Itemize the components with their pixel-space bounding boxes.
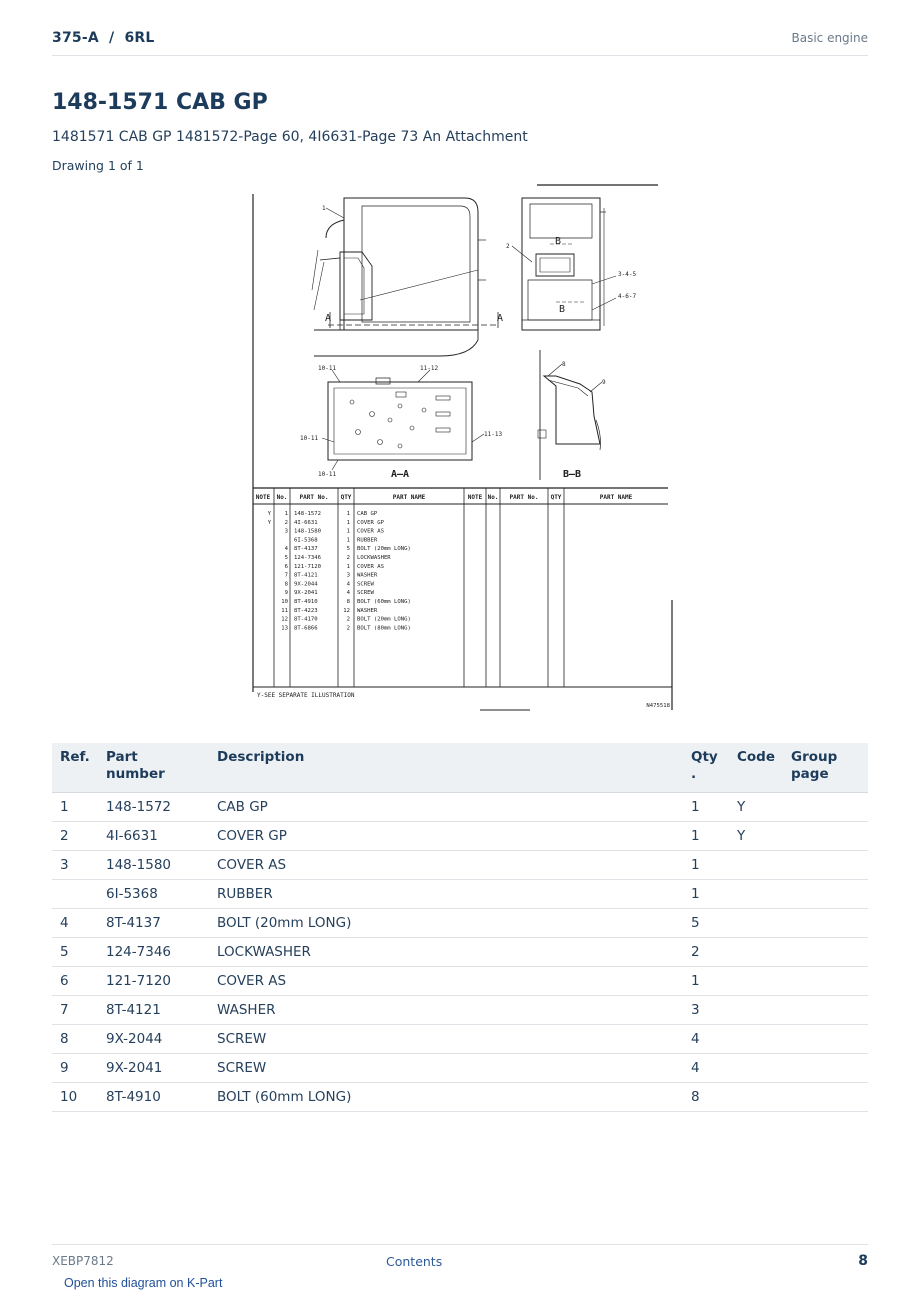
table-row xyxy=(52,880,868,909)
printed-part-number: 8T-4137 xyxy=(294,546,318,553)
printed-part-name: BOLT (20mm LONG) xyxy=(357,546,411,553)
printed-part-number: 4I-6631 xyxy=(294,519,318,526)
table-row xyxy=(52,793,868,822)
cell-code xyxy=(729,967,783,996)
printed-no: 11 xyxy=(281,607,288,614)
printed-no: 4 xyxy=(284,546,288,553)
section-mark: B xyxy=(558,304,566,315)
section-mark: A xyxy=(496,313,504,324)
printed-part-name: COVER AS xyxy=(357,528,384,535)
printed-header-cell: NOTE xyxy=(467,494,483,501)
printed-qty: 1 xyxy=(346,528,350,535)
cell-ref: 1 xyxy=(52,793,98,822)
cell-part-number: 4I-6631 xyxy=(98,822,209,851)
cell-part-number: 124-7346 xyxy=(98,938,209,967)
cell-description: BOLT (60mm LONG) xyxy=(209,1083,683,1112)
cell-part-number: 8T-4137 xyxy=(98,909,209,938)
printed-part-name: WASHER xyxy=(357,572,378,579)
callout-number: 11-12 xyxy=(420,365,439,372)
printed-header-cell: No. xyxy=(487,494,499,501)
header-code: Code xyxy=(729,743,783,793)
cell-description: LOCKWASHER xyxy=(209,938,683,967)
printed-header-cell: No. xyxy=(276,494,288,501)
callout-number: 9 xyxy=(602,379,606,386)
printed-no: 1 xyxy=(284,511,288,517)
printed-no: 6 xyxy=(284,563,288,570)
printed-no: 10 xyxy=(281,599,288,605)
printed-qty: 1 xyxy=(346,511,350,517)
cell-ref: 3 xyxy=(52,851,98,880)
parts-diagram[interactable] xyxy=(240,180,680,725)
cell-group-page xyxy=(783,996,868,1025)
printed-no: 5 xyxy=(284,555,288,561)
printed-header-cell: QTY xyxy=(550,494,562,501)
cell-description: CAB GP xyxy=(209,793,683,822)
cell-description: RUBBER xyxy=(209,880,683,909)
callout-number: 4-6-7 xyxy=(618,293,637,300)
cell-part-number: 121-7120 xyxy=(98,967,209,996)
cell-qty: 1 xyxy=(683,851,729,880)
printed-header-cell: PART NAME xyxy=(599,494,633,501)
printed-header-cell: PART No. xyxy=(299,494,329,501)
cell-group-page xyxy=(783,938,868,967)
table-row xyxy=(52,938,868,967)
cell-part-number: 6I-5368 xyxy=(98,880,209,909)
cell-qty: 8 xyxy=(683,1083,729,1112)
header-part-number: Part number xyxy=(98,743,209,793)
parts-table xyxy=(52,743,868,1112)
cell-code xyxy=(729,880,783,909)
breadcrumb: 375-A / 6RL xyxy=(52,30,155,46)
header-description: Description xyxy=(209,743,683,793)
contents-link[interactable]: Contents xyxy=(386,1254,443,1269)
printed-note: Y xyxy=(267,511,271,517)
printed-part-name: BOLT (60mm LONG) xyxy=(357,599,411,605)
printed-part-name: BOLT (80mm LONG) xyxy=(357,625,411,632)
parts-table-body xyxy=(52,793,868,1112)
printed-part-number: 8T-6866 xyxy=(294,625,318,632)
view-label: B—B xyxy=(562,469,582,480)
header-qty: Qty . xyxy=(683,743,729,793)
cell-ref xyxy=(52,880,98,909)
page-header xyxy=(52,28,868,56)
cell-qty: 3 xyxy=(683,996,729,1025)
printed-part-name: COVER AS xyxy=(357,563,384,570)
printed-part-name: COVER GP xyxy=(357,519,384,526)
printed-qty: 2 xyxy=(346,625,350,632)
printed-no: 3 xyxy=(284,528,288,535)
printed-footnote: Y-SEE SEPARATE ILLUSTRATION xyxy=(257,692,355,699)
table-row xyxy=(52,1083,868,1112)
cell-qty: 5 xyxy=(683,909,729,938)
cell-part-number: 148-1580 xyxy=(98,851,209,880)
table-row xyxy=(52,996,868,1025)
callout-number: 8 xyxy=(562,361,566,368)
printed-header-cell: PART No. xyxy=(509,494,539,501)
cell-group-page xyxy=(783,1054,868,1083)
cell-qty: 1 xyxy=(683,822,729,851)
cell-code xyxy=(729,1083,783,1112)
cell-description: COVER AS xyxy=(209,851,683,880)
printed-no: 13 xyxy=(281,625,288,632)
printed-qty: 5 xyxy=(346,546,350,553)
printed-no: 12 xyxy=(281,616,288,623)
cell-group-page xyxy=(783,1083,868,1112)
printed-qty: 3 xyxy=(346,572,350,579)
cell-ref: 8 xyxy=(52,1025,98,1054)
cell-part-number: 148-1572 xyxy=(98,793,209,822)
cell-code: Y xyxy=(729,793,783,822)
cab-side-view xyxy=(312,198,498,356)
printed-note: Y xyxy=(267,519,271,526)
cell-description: SCREW xyxy=(209,1025,683,1054)
printed-no: 9 xyxy=(284,590,288,597)
printed-part-name: SCREW xyxy=(357,590,374,597)
section-b-b-view xyxy=(538,350,601,480)
cell-ref: 9 xyxy=(52,1054,98,1083)
cell-group-page xyxy=(783,822,868,851)
cell-part-number: 9X-2044 xyxy=(98,1025,209,1054)
cell-ref: 5 xyxy=(52,938,98,967)
cell-group-page xyxy=(783,1025,868,1054)
printed-qty: 2 xyxy=(346,616,350,623)
printed-part-number: 9X-2044 xyxy=(294,581,318,588)
cell-qty: 1 xyxy=(683,967,729,996)
cell-group-page xyxy=(783,851,868,880)
cell-code xyxy=(729,1054,783,1083)
cell-ref: 4 xyxy=(52,909,98,938)
printed-part-number: 124-7346 xyxy=(294,555,321,561)
printed-part-number: 148-1580 xyxy=(294,528,321,535)
cell-description: WASHER xyxy=(209,996,683,1025)
printed-qty: 8 xyxy=(346,599,350,605)
callout-leaders xyxy=(322,208,616,470)
table-row xyxy=(52,822,868,851)
table-row xyxy=(52,967,868,996)
page-number: 8 xyxy=(858,1253,868,1269)
cell-description: COVER GP xyxy=(209,822,683,851)
table-header-row xyxy=(52,743,868,793)
printed-part-name: SCREW xyxy=(357,581,374,588)
cell-ref: 6 xyxy=(52,967,98,996)
printed-part-number: 8T-4910 xyxy=(294,599,318,605)
printed-part-name: WASHER xyxy=(357,607,378,614)
drawing-id: N475518 xyxy=(646,703,670,709)
printed-no: 7 xyxy=(284,572,288,579)
printed-header-cell: NOTE xyxy=(255,494,271,501)
page-footer xyxy=(52,1244,868,1274)
cell-code xyxy=(729,909,783,938)
page-title: 148-1571 CAB GP xyxy=(52,90,268,115)
cell-description: BOLT (20mm LONG) xyxy=(209,909,683,938)
callout-number: 11-13 xyxy=(484,431,503,438)
printed-qty: 1 xyxy=(346,563,350,570)
table-row xyxy=(52,1025,868,1054)
cell-qty: 2 xyxy=(683,938,729,967)
view-label: A—A xyxy=(390,469,410,480)
printed-header-cell: QTY xyxy=(340,494,352,501)
kpart-diagram-link[interactable]: Open this diagram on K-Part xyxy=(64,1276,223,1290)
cell-group-page xyxy=(783,909,868,938)
printed-part-number: 8T-4170 xyxy=(294,616,318,623)
table-row xyxy=(52,1054,868,1083)
cell-part-number: 8T-4121 xyxy=(98,996,209,1025)
cell-description: SCREW xyxy=(209,1054,683,1083)
header-ref: Ref. xyxy=(52,743,98,793)
cell-code xyxy=(729,851,783,880)
printed-no: 2 xyxy=(284,519,288,526)
table-row xyxy=(52,909,868,938)
callout-number: 3-4-5 xyxy=(618,271,637,278)
printed-part-number: 8T-4223 xyxy=(294,607,318,614)
cell-code: Y xyxy=(729,822,783,851)
printed-part-name: CAB GP xyxy=(357,511,378,517)
printed-no: 8 xyxy=(284,581,288,588)
printed-part-name: LOCKWASHER xyxy=(357,555,391,561)
printed-part-name: RUBBER xyxy=(357,537,378,544)
cell-qty: 1 xyxy=(683,793,729,822)
cell-ref: 7 xyxy=(52,996,98,1025)
cell-qty: 4 xyxy=(683,1054,729,1083)
cell-group-page xyxy=(783,967,868,996)
printed-qty: 1 xyxy=(346,519,350,526)
cell-description: COVER AS xyxy=(209,967,683,996)
callout-number: 10-11 xyxy=(300,435,319,442)
printed-part-number: 8T-4121 xyxy=(294,572,318,579)
callout-number: 1 xyxy=(322,205,326,212)
callout-number: 10-11 xyxy=(318,365,337,372)
section-mark: A xyxy=(324,313,332,324)
printed-qty: 2 xyxy=(346,555,350,561)
document-id: XEBP7812 xyxy=(52,1254,114,1268)
printed-qty: 4 xyxy=(346,590,350,597)
drawing-count: Drawing 1 of 1 xyxy=(52,158,144,173)
printed-part-number: 6I-5368 xyxy=(294,537,318,544)
header-group-page: Group page xyxy=(783,743,868,793)
cell-ref: 10 xyxy=(52,1083,98,1112)
printed-part-name: BOLT (20mm LONG) xyxy=(357,616,411,623)
printed-qty: 1 xyxy=(346,537,350,544)
cell-ref: 2 xyxy=(52,822,98,851)
callout-number: 10-11 xyxy=(318,471,337,478)
cell-part-number: 9X-2041 xyxy=(98,1054,209,1083)
section-a-a-view xyxy=(328,378,472,460)
printed-part-number: 148-1572 xyxy=(294,511,321,517)
section-mark: B xyxy=(554,236,562,247)
cell-qty: 4 xyxy=(683,1025,729,1054)
cell-code xyxy=(729,938,783,967)
cell-code xyxy=(729,996,783,1025)
callout-number: 2 xyxy=(506,243,510,250)
cell-part-number: 8T-4910 xyxy=(98,1083,209,1112)
printed-qty: 12 xyxy=(343,607,350,614)
cell-group-page xyxy=(783,880,868,909)
page-subtitle: 1481571 CAB GP 1481572-Page 60, 4I6631-Page 73 An Attachment xyxy=(52,129,528,145)
printed-qty: 4 xyxy=(346,581,350,588)
cell-qty: 1 xyxy=(683,880,729,909)
printed-header-cell: PART NAME xyxy=(392,494,426,501)
table-row xyxy=(52,851,868,880)
printed-part-number: 121-7120 xyxy=(294,563,321,570)
section-label: Basic engine xyxy=(791,31,868,45)
cell-group-page xyxy=(783,793,868,822)
printed-part-number: 9X-2041 xyxy=(294,590,318,597)
cell-code xyxy=(729,1025,783,1054)
